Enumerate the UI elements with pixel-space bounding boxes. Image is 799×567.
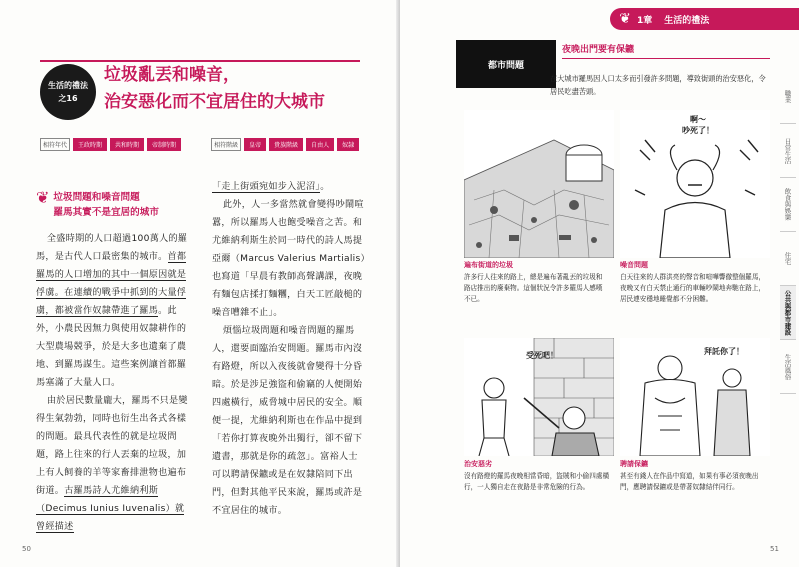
badge-line2: 之16 xyxy=(58,94,78,103)
panel-description: 甚至有錢人在作品中寫道，如果有事必須夜晚出門，應聘請保鑣或是帶著奴隸結伴同行。 xyxy=(620,472,759,491)
tags-row xyxy=(40,138,359,151)
class-tag: 皇帝 xyxy=(244,138,266,151)
panel-description: 沒有路燈的羅馬夜晚相當昏暗，盜賊和小偷四處橫行，一人獨自走在夜路是非常危險的行為。 xyxy=(464,472,610,491)
panel-trash xyxy=(464,110,614,320)
topic-heading: 夜晚出門要有保鑣 xyxy=(562,45,635,55)
left-page xyxy=(0,0,399,567)
paragraph-text: 。此外，小農民因無力與使用奴隸耕作的大型農場競爭，於是大多也遺棄了農地、到羅馬謀生。這些案例讓首都羅馬塞滿了大量人口。 xyxy=(36,306,187,388)
speech-bubble-text xyxy=(682,114,714,136)
logo-mark-icon: ❦ xyxy=(36,188,50,207)
chapter-number: 1章 xyxy=(637,15,653,26)
page-number-right: 51 xyxy=(770,545,779,553)
speech-line: 吵死了！ xyxy=(682,126,714,135)
side-tab[interactable]: 職業 xyxy=(780,70,796,124)
divider xyxy=(562,58,770,59)
class-tag: 奴隸 xyxy=(337,138,359,151)
title-line2: 治安惡化而不宜居住的大城市 xyxy=(104,92,325,112)
side-tab-active[interactable]: 公共與都市建設 xyxy=(780,286,796,340)
paragraph-text: 。 xyxy=(320,182,330,192)
topic-box: 都市問題 xyxy=(456,40,556,88)
chapter-logo-icon: ❦ xyxy=(619,11,631,27)
speech-bubble-text: 拜託你了！ xyxy=(704,347,744,356)
speech-line: 啊～ xyxy=(690,115,706,124)
section-heading-line1: 垃圾問題和噪音問題 xyxy=(53,192,140,203)
chapter-side-tabs xyxy=(778,70,798,394)
underlined-quote: 「走上街頭宛如步入泥沼」 xyxy=(212,182,321,192)
class-tag: 貴族階級 xyxy=(269,138,303,151)
section-heading xyxy=(36,190,188,220)
side-tab[interactable]: 生活風俗 xyxy=(780,340,796,394)
trash-street-illustration xyxy=(464,110,614,258)
panel-caption: 遍布街道的垃圾 xyxy=(464,261,513,269)
body-column-1 xyxy=(36,230,191,536)
side-tab[interactable]: 日常生活 xyxy=(780,124,796,178)
class-tag: 自由人 xyxy=(306,138,334,151)
side-tab[interactable]: 住宅 xyxy=(780,232,796,286)
section-heading-line2: 羅馬其實不是宜居的城市 xyxy=(53,207,159,218)
section-badge xyxy=(40,64,96,120)
panel-bodyguard xyxy=(620,338,770,538)
chapter-header xyxy=(610,8,799,30)
panel-description: 許多行人往來的路上，總是遍布著亂丟的垃圾和路店推出的廢棄物。這個狀況令許多羅馬人感嘆不已。 xyxy=(464,273,603,303)
class-label: 相符階級 xyxy=(211,138,241,151)
page-title xyxy=(104,62,325,116)
era-tag: 帝制時期 xyxy=(147,138,181,151)
panel-caption: 治安惡劣 xyxy=(464,460,492,468)
topic-description: 在大城市羅馬因人口太多而引發許多問題，導致街頭的治安惡化，令居民吃盡苦頭。 xyxy=(550,74,766,96)
chapter-title: 生活的禮法 xyxy=(664,15,710,26)
panel-noise xyxy=(620,110,770,320)
panel-description: 白天往來的人群洪亮的聲音和喧嘩響徹整個羅馬，夜晚又有白天禁止通行的車輛吵鬧地奔馳在路上，居民連安穩地睡覺都不分困難。 xyxy=(620,273,766,303)
page-number-left: 50 xyxy=(22,545,31,553)
era-tag: 共和時期 xyxy=(110,138,144,151)
body-column-2 xyxy=(212,178,367,520)
title-line1: 垃圾亂丟和噪音， xyxy=(104,65,240,85)
panel-caption: 聘請保鑣 xyxy=(620,460,648,468)
badge-line1: 生活的禮法 xyxy=(48,81,88,90)
panel-crime xyxy=(464,338,614,538)
right-page xyxy=(400,0,799,567)
underlined-text: 首都羅馬的人口增加的其中一個原因就是俘虜。在連續的戰爭中抓到的大量俘虜，都被當作奴隸帶進了羅馬 xyxy=(36,252,187,316)
panel-caption: 噪音問題 xyxy=(620,261,648,269)
paragraph-text: 由於居民數量龐大，羅馬不只是變得生氣勃勃，同時也衍生出各式各樣的問題。最具代表性的就是垃圾問題，路上往來的行人丟棄的垃圾，加上有人飼養的羊等家畜排泄物也遍布街道。 xyxy=(36,396,188,496)
side-tab[interactable]: 飲食與娛樂 xyxy=(780,178,796,232)
paragraph-text: 此外，人一多當然就會變得吵鬧喧囂，所以羅馬人也飽受噪音之苦。和尤維納利斯生於同一時代的詩人馬提亞爾（Marcus Valerius Martialis）也寫道「早晨有教師高聲講課，夜晚有麵包店揉打麵糰，白天工匠敲槌的噪音嘈雜不止」。 xyxy=(212,200,366,318)
era-label: 相符年代 xyxy=(40,138,70,151)
speech-bubble-text: 受死吧！ xyxy=(526,351,558,360)
underlined-text: 古羅馬詩人尤維納利斯（Decimus Iunius Iuvenalis）就曾經描述 xyxy=(36,486,185,532)
era-tag: 王政時期 xyxy=(73,138,107,151)
paragraph-text: 煩惱垃圾問題和噪音問題的羅馬人，還要面臨治安問題。羅馬市內沒有路燈，所以入夜後就會變得十分昏暗。於是涉足強盜和偷竊的人便開始四處橫行，威脅城中居民的安全。順便一提，尤維納利斯也在作品中提到「若你打算夜晚外出獨行，卻不留下遺書，那就是你的疏忽」。富裕人士可以聘請保鑣或是在奴隸陪同下出門，但對其他平民來說，羅馬或許是不宜居住的城市。 xyxy=(212,326,363,516)
bodyguard-illustration xyxy=(620,338,770,456)
paragraph-text: 全盛時期的人口超過100萬人的羅馬，是古代人口最密集的城市。 xyxy=(36,234,188,262)
